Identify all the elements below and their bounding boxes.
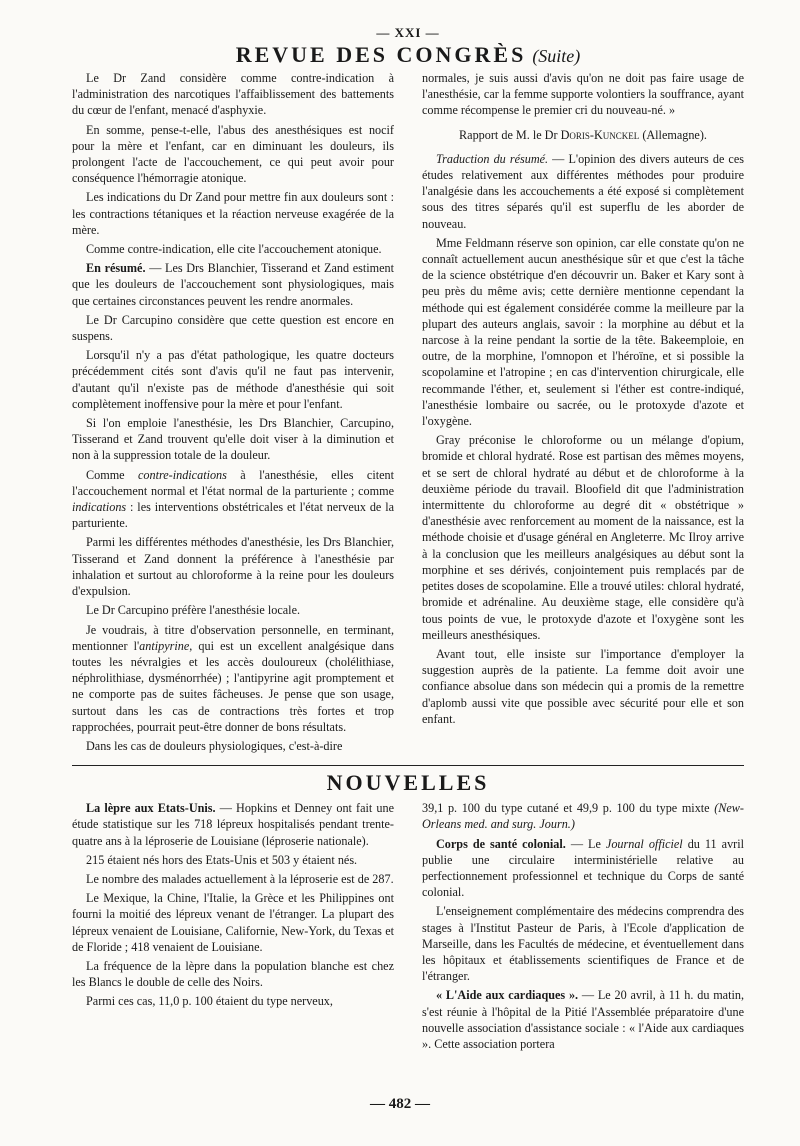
paragraph: Comme contre-indication, elle cite l'accouchement atonique. — [86, 242, 382, 257]
traduction-label: Traduction du résumé. — [436, 151, 549, 166]
lepre-heading: La lèpre aux Etats-Unis. — [86, 801, 216, 816]
paragraph — [422, 151, 744, 232]
paragraph — [72, 622, 394, 735]
paragraph: En résumé. — Les Drs Blanchier, Tisserand et Zand estiment que les douleurs de l'accouchement sont physiologiques, mais que certaines circonstances peuvent les rendre anormales. — [72, 261, 395, 308]
paragraph: Le Dr Carcupino considère que cette question est encore en suspens. — [72, 312, 394, 344]
nouvelles-left-column — [72, 800, 394, 1055]
paragraph — [72, 800, 394, 849]
en-resume-label: En résumé. — [86, 261, 146, 276]
paragraph: En somme, pense-t-elle, l'abus des anesthésiques est nocif pour la mère et l'enfant, car en diminuant les douleurs, ils prolongent l'acte de l'accouchement, ce qui peut avoir pour conséquence l'hémorragie atonique. — [72, 122, 394, 186]
paragraph: Le Dr Zand considère comme contre-indication à l'administration des narcotiques l'affaiblissement des battements du cœur de l'enfant, menacé d'asphyxie. — [72, 71, 394, 118]
text: — Le — [570, 836, 601, 851]
emphasis: indications — [72, 500, 127, 515]
paragraph: Le Mexique, la Chine, l'Italie, la Grèce et les Philippines ont fourni la moitié des lépreux venant de l'étranger. La plupart des lépreux venaient de Louisiane, Californie, New-York, du Texas et de Floride ; 418 venaient de Louisiane. — [72, 891, 394, 954]
paragraph — [422, 836, 744, 901]
paragraph: Le Dr Carcupino préfère l'anesthésie locale. — [86, 603, 301, 618]
paragraph: L'enseignement complémentaire des médecins comprendra des stages à l'Institut Pasteur de Paris, à l'Ecole d'application de Marseille, dans les Facultés de médecine, et éventuellement dans les hôpitaux et établissements scientifiques de France et de l'étranger. — [422, 904, 744, 984]
text: — Le 20 avril, à 11 h. du matin, s'est réunie à l'hôpital de la Pitié l'Assemblée préparatoire d'une nouvelle association d'assistance sociale : « l'Aide aux cardiaques ». Cette association portera — [422, 988, 744, 1051]
text: Comme — [86, 467, 125, 482]
emphasis: Journal officiel — [605, 836, 683, 851]
section-title-text: REVUE DES CONGRÈS — [235, 42, 527, 67]
text: , qui est un excellent analgésique dans toutes les névralgies et les accès douloureux (cholélithiase, néphrolithiase, dysménorrhée) ; l'antipyrine agit promptement et ne comporte pas de suites fâcheuses. Je pense que son usage, surtout dans les cas de contractions très fortes et trop rapprochées, pourrait peut-être donner de bons résultats. — [72, 638, 394, 734]
paragraph: Avant tout, elle insiste sur l'importance d'employer la suggestion auprès de la patiente. La femme doit avoir une confiance absolue dans son médecin qui a promis de la remettre d'aplomb aussi vite que possible avec sécurité pour elle et son enfant. — [422, 646, 744, 726]
text: 39,1 p. 100 du type cutané et 49,9 p. 100 du type mixte — [422, 801, 710, 816]
paragraph: Lorsqu'il n'y a pas d'état pathologique, les quatre docteurs précédemment cités sont d'avis qu'il ne faut pas intervenir, d'autant qu'il n'existe pas de méthode d'anesthésie qui soit complètement inoffensive pour la mère et pour l'enfant. — [72, 348, 394, 411]
paragraph: Les indications du Dr Zand pour mettre fin aux douleurs sont : les contractions tétaniques et la réaction nerveuse exagérée de la mère. — [72, 190, 394, 237]
paragraph: Le nombre des malades actuellement à la léproserie est de 287. — [86, 871, 394, 886]
paragraph — [422, 987, 744, 1052]
rapport-line — [422, 127, 744, 143]
corps-heading: Corps de santé colonial. — [436, 836, 566, 851]
section-title — [72, 42, 744, 70]
section-title-suite: (Suite) — [532, 46, 581, 66]
emphasis: antipyrine — [139, 638, 190, 653]
page-number: — 482 — — [370, 1096, 430, 1112]
paragraph: 215 étaient nés hors des Etats-Unis et 503 y étaient nés. — [86, 852, 358, 867]
text: (Allemagne). — [642, 127, 707, 142]
revue-columns — [72, 70, 744, 757]
paragraph: Dans les cas de douleurs physiologiques, c'est-à-dire — [86, 738, 343, 753]
aide-heading: « L'Aide aux cardiaques ». — [436, 988, 579, 1003]
rapporteur-name: Doris-Kunckel — [560, 127, 640, 142]
text: Je voudrais, à titre d'observation personnelle, en terminant, mentionner l' — [72, 622, 394, 653]
text: — Hopkins et Denney ont fait une étude statistique sur les 718 lépreux hospitalisés pendant trente-quatre ans à la léproserie de Louisiane (léproserie nationale). — [72, 801, 395, 848]
page-roman-numeral: — XXI — — [376, 25, 440, 40]
text: l'accouchement normal et l'état normal de la parturiente ; comme — [72, 483, 394, 498]
source-citation: (New-Orleans med. and surg. Journ.) — [422, 801, 744, 832]
paragraph: Parmi les différentes méthodes d'anesthésie, les Drs Blanchier, Tisserand et Zand donnent la préférence à l'anesthésie par inhalation et surtout au chloroforme à la reine pour les douleurs d'expulsion. — [72, 535, 394, 599]
revue-right-column — [422, 70, 744, 757]
paragraph — [422, 800, 744, 832]
paragraph: La fréquence de la lèpre dans la population blanche est chez les Blancs le double de celle des Noirs. — [72, 958, 394, 990]
nouvelles-right-column — [422, 800, 744, 1055]
paragraph: Mme Feldmann réserve son opinion, car elle constate qu'on ne connaît actuellement aucun anesthésique sûr et que c'est la tâche de la science obstétrique d'en découvrir un. Baker et Kary sont à peu près du même avis; cette dernière mentionne cependant la méthode qui est également considérée comme la meilleure par la plupart des auteurs anglais, savoir : la morphine au début et la narcose à la reine pendant la sortie de la tête. Bakeemploie, en outre, de la morphine, l'omnopon et l'héroïne, et si possible la scopolamine et l'atropine ; en cas d'intervention chirurgicale, elle recommande l'éther, et, seulement si l'éther est contre-indiqué, l'anesthésie lombaire ou sacrée, ou le protoxyde d'azote et l'oxygène. — [422, 235, 744, 429]
paragraph: Parmi ces cas, 11,0 p. 100 étaient du type nerveux, — [86, 994, 333, 1009]
divider — [72, 765, 744, 766]
paragraph — [72, 467, 394, 532]
paragraph-text: Les Drs Blanchier, Tisserand et Zand estiment que les douleurs de l'accouchement sont physiologiques, mais que certaines circonstances peuvent les rendre anormales. — [72, 261, 395, 308]
paragraph: Si l'on emploie l'anesthésie, les Drs Blanchier, Carcupino, Tisserand et Zand trouvent qu'elle doit viser à la diminution et non à la suppression totale de la douleur. — [72, 416, 394, 463]
text: à l'anesthésie, elles citent — [240, 467, 394, 482]
paragraph: Gray préconise le chloroforme ou un mélange d'opium, bromide et chloral hydraté. Rose est partisan des mêmes moyens, et se sert de chloral hydraté au début et de chloroforme à la deuxième période du travail. Bloofield dit que l'administration intermittente du chloroforme au degré dit « obstétrique » d'anesthésie avec renforcement au moment de la naissance, est la méthode choisie et d'usage général en Angleterre. Mc Ilroy arrive à la conclusion que les meilleurs analgésiques au début sont la morphine et ses dérivés, conjointement puis remplacés par de petites doses de scopolamine. Elle a trouvé utiles: chloral hydraté, bromide et adrénaline. Au deuxième stage, elle considère qu'à tous points de vue, le protoxyde d'azote et l'oxygène sont les meilleurs anesthésiques. — [422, 433, 744, 642]
text: du 11 avril publie une circulaire interministérielle relative au perfectionnement professionnel et technique du Corps de santé colonial. — [422, 836, 744, 900]
text: — L'opinion des divers auteurs de ces études relativement aux différentes méthodes pour produire l'analgésie dans les accouchements a été exposé si complètement sous des titres séparés qu'il est superflu de les aborder de nouveau. — [422, 151, 744, 231]
text: Rapport de M. le Dr — [459, 127, 558, 142]
nouvelles-columns — [72, 800, 744, 1055]
text: : les interventions obstétricales et l'état nerveux de la parturiente. — [72, 500, 394, 531]
emphasis: contre-indications — [137, 467, 227, 482]
nouvelles-title: NOUVELLES — [326, 770, 490, 796]
paragraph: normales, je suis aussi d'avis qu'on ne doit pas faire usage de l'anesthésie, car la femme supporte volontiers la souffrance, ayant comme récompense le premier cri du nouveau-né. » — [422, 71, 744, 118]
revue-left-column — [72, 70, 394, 757]
